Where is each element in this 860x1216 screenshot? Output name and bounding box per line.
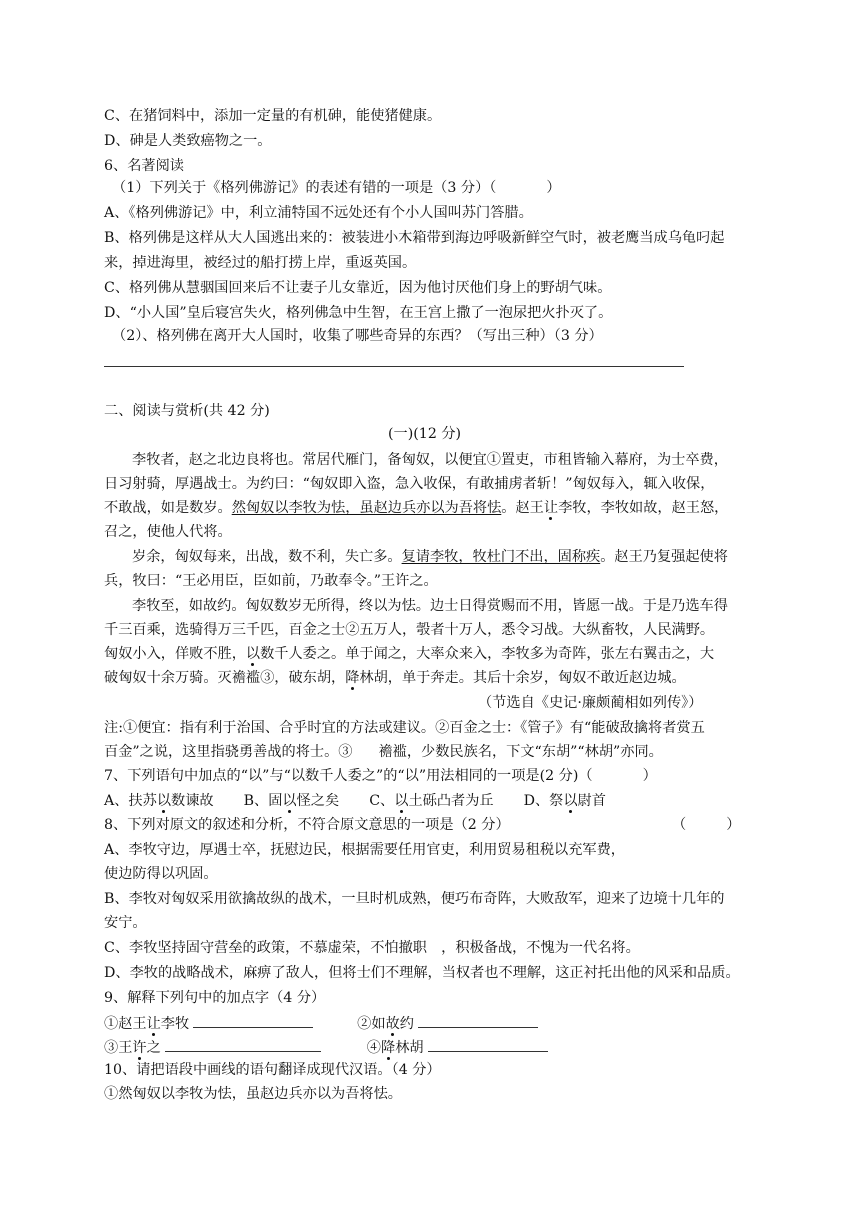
q9-stem: 9、解释下列句中的加点字（4 分） bbox=[104, 990, 326, 1006]
q8-option-b-line2: 安宁。 bbox=[104, 915, 147, 931]
q5-option-d: D、砷是人类致癌物之一。 bbox=[104, 133, 272, 149]
q6-title: 6、名著阅读 bbox=[104, 158, 184, 174]
q6-option-c: C、格列佛从慧骃国回来后不让妻子儿女靠近，因为他讨厌他们身上的野胡气味。 bbox=[104, 280, 612, 296]
passage-line: 匈奴小入，佯败不胜，以数千人委之。单于闻之，大率众来入，李牧多为奇阵，张左右翼击之，大 bbox=[104, 646, 715, 662]
answer-line bbox=[104, 366, 684, 367]
q8-option-b-line1: B、李牧对匈奴采用欲擒故纵的战术，一旦时机成熟，便巧布奇阵，大败敌军，迎来了边境十几年的 bbox=[104, 891, 725, 907]
q7-option-d: D、祭以尉首 bbox=[523, 793, 606, 809]
passage-source: （节选自《史记·廉颇蔺相如列传》） bbox=[478, 695, 703, 711]
notes-line-2: 百金”之说，这里指骁勇善战的将士。③ 襜褴，少数民族名，下文“东胡”“林胡”亦同。 bbox=[104, 744, 663, 760]
q8-option-a-line1: A、李牧守边，厚遇士卒，抚慰边民，根据需要任用官吏，利用贸易租税以充军费， bbox=[104, 842, 625, 858]
notes-line-1: 注:①便宜：指有利于治国、合乎时宜的方法或建议。②百金之士：《管子》有“能破敌擒将者赏五 bbox=[104, 720, 705, 736]
q6-option-a: A、《格列佛游记》中，利立浦特国不远处还有个小人国叫苏门答腊。 bbox=[104, 205, 533, 221]
q10-stem: 10、请把语段中画线的语句翻译成现代汉语。（4 分） bbox=[104, 1062, 441, 1078]
q9-row-1: ①赵王让李牧 ②如故约 bbox=[104, 1013, 542, 1034]
q8-option-c: C、李牧坚持固守营垒的政策，不慕虚荣，不怕撤职 ，积极备战，不愧为一代名将。 bbox=[104, 940, 640, 956]
q6-option-b-line2: 来，掉进海里，被经过的船打捞上岸，重返英国。 bbox=[104, 255, 417, 271]
q6-option-b-line1: B、格列佛是这样从大人国逃出来的：被装进小木箱带到海边呼吸新鲜空气时，被老鹰当成乌龟叼起 bbox=[104, 230, 725, 246]
q8-answer-paren: （ ） bbox=[672, 817, 741, 833]
passage-line: 千三百乘，选骑得万三千匹，百金之士②五万人，彀者十万人，悉令习战。大纵畜牧，人民满野。 bbox=[104, 622, 715, 638]
q9-row-2: ③王许之 ④降林胡 bbox=[104, 1037, 552, 1058]
answer-blank[interactable] bbox=[428, 1037, 548, 1052]
passage-line: 岁余，匈奴每来，出战，数不利，失亡多。复请李牧，牧杜门不出，固称疾。赵王乃复强起使将 bbox=[132, 549, 728, 565]
q7-option-a: A、扶苏以数谏故 bbox=[104, 793, 214, 809]
answer-blank[interactable] bbox=[165, 1037, 321, 1052]
q6-part1-stem: （1）下列关于《格列佛游记》的表述有错的一项是（3 分）（ ） bbox=[112, 180, 561, 196]
q6-option-d: D、“小人国”皇后寝宫失火，格列佛急中生智，在王宫上撒了一泡尿把火扑灭了。 bbox=[104, 305, 613, 321]
dotted-char: 降 bbox=[345, 670, 360, 686]
q10-sentence-1: ①然匈奴以李牧为怯，虽赵边兵亦以为吾将怯。 bbox=[104, 1086, 402, 1102]
dotted-char: 让 bbox=[543, 500, 559, 516]
passage-line: 召之，使他人代将。 bbox=[104, 524, 232, 540]
passage-line: 不敢战，如是数岁。然匈奴以李牧为怯，虽赵边兵亦以为吾将怯。赵王让李牧，李牧如故，赵王怒， bbox=[104, 500, 729, 516]
q6-part2-question: （2）、格列佛在离开大人国时，收集了哪些奇异的东西？（写出三种）（3 分） bbox=[112, 328, 603, 344]
passage-line: 李牧者，赵之北边良将也。常居代雁门，备匈奴，以便宜①置吏，市租皆输入幕府，为士卒费， bbox=[132, 452, 728, 468]
q7-option-c: C、以土砾凸者为丘 bbox=[369, 793, 494, 809]
passage-line: 李牧至，如故约。匈奴数岁无所得，终以为怯。边士日得赏赐而不用，皆愿一战。于是乃选车得 bbox=[132, 598, 728, 614]
q7-option-b: B、固以怪之矣 bbox=[243, 793, 340, 809]
answer-blank[interactable] bbox=[193, 1013, 313, 1028]
passage-line: 日习射骑，厚遇战士。为约曰：“匈奴即入盗，急入收保，有敢捕虏者斩！”匈奴每入，辄入收保， bbox=[104, 476, 715, 492]
q8-stem: 8、下列对原文的叙述和分析，不符合原文意思的一项是（2 分） bbox=[104, 817, 510, 833]
q8-option-a-line2: 使边防得以巩固。 bbox=[104, 866, 218, 882]
section2-title: 二、阅读与赏析(共 42 分) bbox=[104, 403, 270, 419]
q5-option-c: C、在猪饲料中，添加一定量的有机砷，能使猪健康。 bbox=[104, 108, 442, 124]
q7-stem: 7、下列语句中加点的“以”与“以数千人委之”的“以”用法相同的一项是(2 分)（ ） bbox=[104, 768, 657, 784]
q7-options bbox=[104, 791, 606, 811]
underlined-sentence-1: 然匈奴以李牧为怯，虽赵边兵亦以为吾将怯 bbox=[231, 500, 502, 516]
subsection-title: (一)(12 分) bbox=[388, 426, 462, 442]
passage-line: 破匈奴十余万骑。灭襜褴③，破东胡，降林胡，单于奔走。其后十余岁，匈奴不敢近赵边城。 bbox=[104, 670, 686, 686]
dotted-char: 以 bbox=[245, 646, 261, 662]
underlined-sentence-2: 复请李牧，牧杜门不出，固称疾 bbox=[401, 549, 601, 565]
answer-blank[interactable] bbox=[418, 1013, 538, 1028]
q8-option-d: D、李牧的战略战术，麻痹了敌人，但将士们不理解，当权者也不理解，这正衬托出他的风采和品质。 bbox=[104, 965, 740, 981]
passage-line: 兵，牧曰：“王必用臣，臣如前，乃敢奉令。”王许之。 bbox=[104, 573, 438, 589]
